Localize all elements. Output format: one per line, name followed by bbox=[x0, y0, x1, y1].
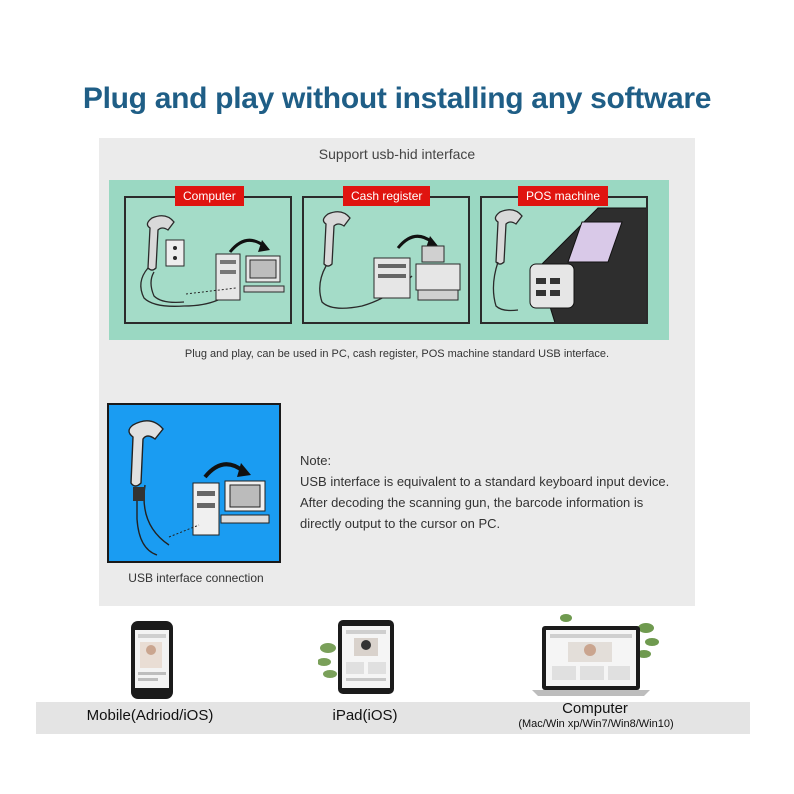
plug-and-play-caption: Plug and play, can be used in PC, cash register, POS machine standard USB interface. bbox=[184, 348, 610, 360]
computer-os-label: (Mac/Win xp/Win7/Win8/Win10) bbox=[518, 718, 674, 730]
tag-computer: Computer bbox=[175, 186, 244, 206]
scanner-computer-illustration bbox=[126, 198, 292, 324]
computer-label: Computer bbox=[562, 700, 628, 717]
note-heading: Note: bbox=[300, 453, 332, 468]
scanner-pos-illustration bbox=[482, 198, 648, 324]
cash-register-card bbox=[302, 196, 470, 324]
panel-subtitle: Support usb-hid interface bbox=[318, 146, 476, 162]
note-block bbox=[300, 450, 700, 534]
note-line-1: USB interface is equivalent to a standard keyboard input device. bbox=[300, 474, 670, 489]
ipad-label: iPad(iOS) bbox=[332, 707, 398, 724]
usb-connection-illustration bbox=[107, 403, 281, 563]
phone-icon bbox=[130, 620, 174, 700]
usb-scanner-drawing bbox=[109, 405, 281, 563]
note-line-3: directly output to the cursor on PC. bbox=[300, 516, 501, 531]
scanner-register-illustration bbox=[304, 198, 470, 324]
usb-interface-caption: USB interface connection bbox=[128, 571, 264, 585]
page-title: Plug and play without installing any software bbox=[82, 82, 712, 115]
tablet-icon bbox=[318, 618, 398, 704]
pos-machine-card bbox=[480, 196, 648, 324]
tag-cash-register: Cash register bbox=[343, 186, 430, 206]
note-line-2: After decoding the scanning gun, the barcode information is bbox=[300, 495, 644, 510]
tag-pos-machine: POS machine bbox=[518, 186, 608, 206]
computer-card bbox=[124, 196, 292, 324]
laptop-icon bbox=[528, 608, 662, 696]
mobile-label: Mobile(Adriod/iOS) bbox=[86, 707, 214, 724]
